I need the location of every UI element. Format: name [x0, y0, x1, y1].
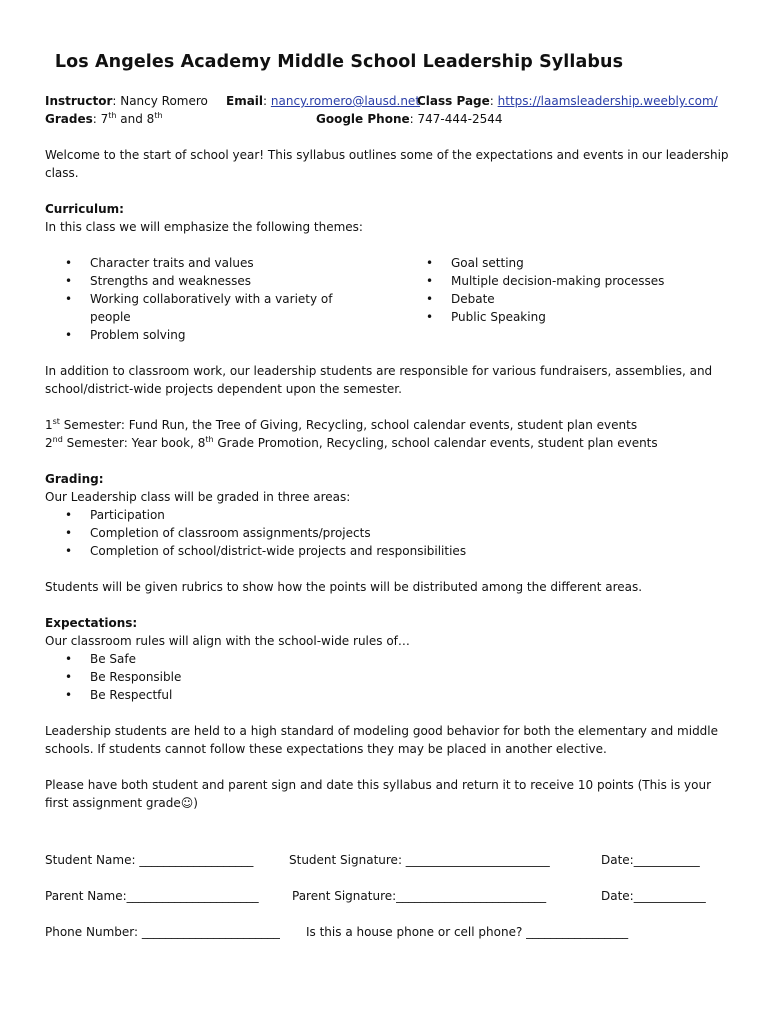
phone-number-field[interactable]: Phone Number: _______________________ — [45, 925, 280, 939]
list-item: • Completion of school/district-wide projects and responsibilities — [45, 542, 735, 560]
parent-date-field[interactable]: Date:____________ — [601, 889, 706, 903]
expectations-intro: Our classroom rules will align with the school-wide rules of… — [45, 634, 410, 648]
list-item: • Character traits and values — [45, 254, 385, 272]
list-item: • Debate — [406, 290, 664, 308]
phone-type-field[interactable]: Is this a house phone or cell phone? _________________ — [306, 925, 629, 939]
phone-row — [45, 923, 735, 941]
standard-paragraph: Leadership students are held to a high standard of modeling good behavior for both the elementary and middle schools. If students cannot follow these expectations they may be placed in another elective. — [45, 724, 719, 756]
semester-2-line: 2nd Semester: Year book, 8th Grade Promotion, Recycling, school calendar events, student plan events — [45, 435, 658, 450]
themes-list — [45, 254, 735, 344]
class-page-field: Class Page: https://laamsleadership.weebly.com/ — [417, 94, 718, 108]
parent-name-field[interactable]: Parent Name:______________________ — [45, 889, 259, 903]
list-item: • Working collaboratively with a variety of people — [45, 290, 385, 326]
page-title: Los Angeles Academy Middle School Leadership Syllabus — [54, 52, 624, 72]
student-sign-row — [45, 851, 735, 869]
return-note: Please have both student and parent sign and date this syllabus and return it to receive 10 points (This is your first assignment grade☺) — [45, 778, 712, 810]
parent-signature-field[interactable]: Parent Signature:_________________________ — [292, 889, 547, 903]
grading-list — [45, 506, 735, 560]
phone-field: Google Phone: 747-444-2544 — [316, 112, 503, 126]
list-item: • Be Responsible — [45, 668, 735, 686]
info-row-2 — [45, 110, 735, 128]
themes-right-column — [406, 254, 664, 344]
student-date-field[interactable]: Date:___________ — [601, 853, 700, 867]
themes-left-column — [45, 254, 385, 344]
list-item: • Be Respectful — [45, 686, 735, 704]
instructor-field: Instructor: Nancy Romero — [45, 94, 208, 108]
list-item: • Problem solving — [45, 326, 385, 344]
list-item: • Strengths and weaknesses — [45, 272, 385, 290]
intro-paragraph: Welcome to the start of school year! This syllabus outlines some of the expectations and events in our leadership class. — [45, 148, 729, 180]
grades-field: Grades: 7th and 8th — [45, 111, 163, 126]
list-item: • Participation — [45, 506, 735, 524]
info-row-1 — [45, 92, 735, 110]
curriculum-intro: In this class we will emphasize the following themes: — [45, 220, 363, 234]
expectations-heading: Expectations: — [45, 616, 138, 630]
semester-1-line: 1st Semester: Fund Run, the Tree of Giving, Recycling, school calendar events, student plan events — [45, 417, 638, 432]
grading-heading: Grading: — [45, 472, 104, 486]
student-name-field[interactable]: Student Name: ___________________ — [45, 853, 254, 867]
parent-sign-row — [45, 887, 735, 905]
email-link[interactable]: nancy.romero@lausd.net — [270, 94, 421, 108]
rubrics-paragraph: Students will be given rubrics to show how the points will be distributed among the different areas. — [45, 580, 643, 594]
curriculum-heading: Curriculum: — [45, 202, 124, 216]
additional-paragraph: In addition to classroom work, our leadership students are responsible for various fundraisers, assemblies, and school/district-wide projects dependent upon the semester. — [45, 364, 713, 396]
email-field: Email: nancy.romero@lausd.net — [226, 94, 421, 108]
list-item: • Be Safe — [45, 650, 735, 668]
class-page-link[interactable]: https://laamsleadership.weebly.com/ — [497, 94, 718, 108]
grading-intro: Our Leadership class will be graded in three areas: — [45, 490, 351, 504]
list-item: • Multiple decision-making processes — [406, 272, 664, 290]
list-item: • Completion of classroom assignments/projects — [45, 524, 735, 542]
list-item: • Public Speaking — [406, 308, 664, 326]
student-signature-field[interactable]: Student Signature: ________________________ — [289, 853, 550, 867]
expectations-list — [45, 650, 735, 704]
list-item: • Goal setting — [406, 254, 664, 272]
